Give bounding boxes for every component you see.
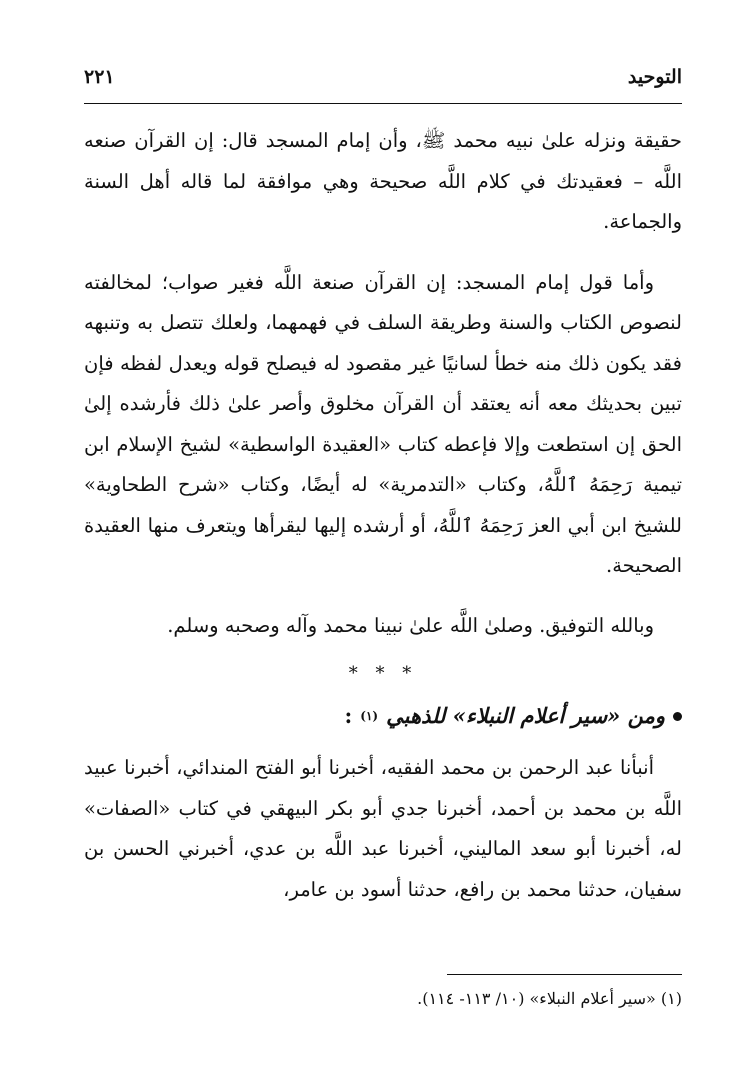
bullet-icon — [673, 712, 682, 721]
running-title: التوحيد — [627, 66, 682, 88]
paragraph-isnad: أنبأنا عبد الرحمن بن محمد الفقيه، أخبرنا أبو الفتح المندائي، أخبرنا عبيد اللَّه بن محمد بن أحمد، أخبرنا جدي أبو بكر البيهقي في كتاب «الصفات» له، أخبرنا أبو سعد الماليني، أخبرنا عبد اللَّه بن عدي، أخبرني الحسن بن سفيان، حدثنا محمد بن رافع، حدثنا أسود بن عامر، — [84, 756, 682, 901]
page-body — [84, 121, 682, 910]
section-separator: * * * — [348, 663, 418, 684]
page-number: ٢٢١ — [84, 66, 115, 88]
header-divider — [84, 103, 682, 104]
paragraph-main: وأما قول إمام المسجد: إن القرآن صنعة اللَّه فغير صواب؛ لمخالفته لنصوص الكتاب والسنة وطريقة السلف في فهمهما، ولعلك تتصل به وتنبهه فقد يكون ذلك منه خطأ لسانيًا غير مقصود له فيصلح قوله ويعدل لفظه فإن تبين بحديثك معه أنه يعتقد أن القرآن مخلوق وأصر علىٰ ذلك فأرشده إلىٰ الحق إن استطعت وإلا فإعطه كتاب «العقيدة الواسطية» لشيخ الإسلام ابن تيمية رَحِمَهُ ٱللَّهُ، وكتاب «التدمرية» له أيضًا، وكتاب «شرح الطحاوية» للشيخ ابن أبي العز رَحِمَهُ ٱللَّهُ، أو أرشده إليها ليقرأها ويتعرف منها العقيدة الصحيحة. — [84, 270, 682, 577]
heading-text: ومن «سير أعلام النبلاء» للذهبي — [386, 703, 665, 728]
section-heading — [84, 696, 682, 736]
paragraph-continuation: حقيقة ونزله علىٰ نبيه محمد ﷺ، وأن إمام المسجد قال: إن القرآن صنعه اللَّه – فعقيدتك في كلام اللَّه صحيحة وهي موافقة لما قاله أهل السنة والجماعة. — [84, 129, 682, 233]
page-header — [84, 62, 682, 92]
paragraph-closing: وبالله التوفيق. وصلىٰ اللَّه علىٰ نبينا محمد وآله وصحبه وسلم. — [167, 613, 654, 637]
footnote-marker: (١) — [360, 709, 379, 723]
heading-colon: : — [344, 703, 353, 728]
footnote: (١) «سير أعلام النبلاء» (١٠/ ١١٣- ١١٤). — [417, 989, 682, 1008]
footnote-divider — [447, 974, 682, 975]
